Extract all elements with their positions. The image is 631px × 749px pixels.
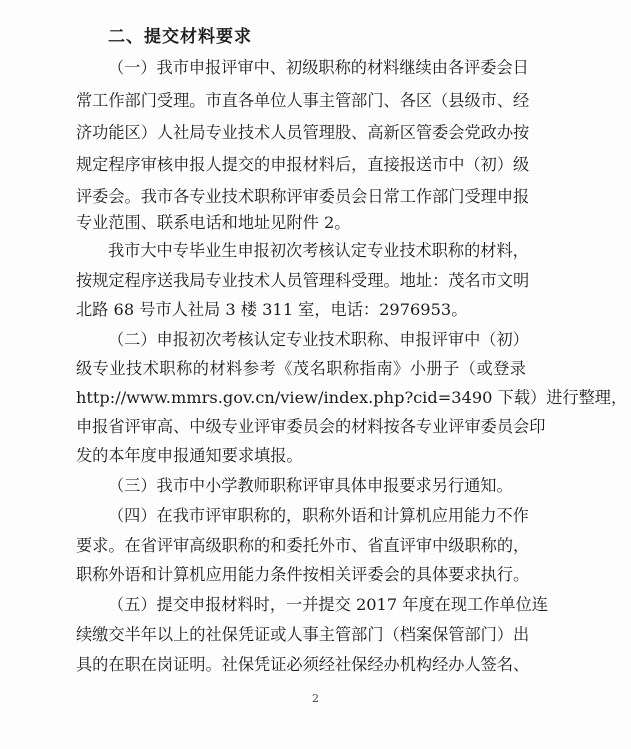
section-heading: 二、提交材料要求 <box>108 27 252 47</box>
paragraph-line: （五）提交申报材料时，一并提交 2017 年度在现工作单位连 <box>108 595 548 614</box>
paragraph-line: 规定程序审核申报人提交的申报材料后，直接报送市中（初）级 <box>76 155 530 174</box>
paragraph-line: （一）我市申报评审中、初级职称的材料继续由各评委会日 <box>108 58 529 77</box>
paragraph-line: 专业范围、联系电话和地址见附件 2。 <box>76 213 351 232</box>
paragraph-line: 申报省评审高、中级专业评审委员会的材料按各专业评审委员会印 <box>76 417 546 436</box>
page-number: 2 <box>312 692 319 705</box>
paragraph-line: 我市大中专毕业生申报初次考核认定专业技术职称的材料， <box>108 241 529 260</box>
paragraph-line: （四）在我市评审职称的，职称外语和计算机应用能力不作 <box>108 506 529 525</box>
paragraph-line: 济功能区）人社局专业技术人员管理股、高新区管委会党政办按 <box>76 123 530 142</box>
paragraph-line: 要求。在省评审高级职称的和委托外市、省直评审中级职称的， <box>76 536 530 555</box>
paragraph-line: 评委会。我市各专业技术职称评审委员会日常工作部门受理申报 <box>76 187 530 206</box>
url-line: http://www.mmrs.gov.cn/view/index.php?cid=3490 下载）进行整理， <box>76 388 628 407</box>
paragraph-line: 发的本年度申报通知要求填报。 <box>76 446 303 465</box>
paragraph-line: 职称外语和计算机应用能力条件按相关评委会的具体要求执行。 <box>76 565 530 584</box>
paragraph-line: 按规定程序送我局专业技术人员管理科受理。地址：茂名市文明 <box>76 271 530 290</box>
paragraph-line: 续缴交半年以上的社保凭证或人事主管部门（档案保管部门）出 <box>76 625 530 644</box>
paragraph-line: （三）我市中小学教师职称评审具体申报要求另行通知。 <box>108 476 513 495</box>
paragraph-line: 常工作部门受理。市直各单位人事主管部门、各区（县级市、经 <box>76 91 530 110</box>
paragraph-line: 级专业技术职称的材料参考《茂名职称指南》小册子（或登录 <box>76 359 526 378</box>
paragraph-line: 具的在职在岗证明。社保凭证必须经社保经办机构经办人签名、 <box>76 655 530 674</box>
paragraph-line: （二）申报初次考核认定专业技术职称、申报评审中（初） <box>108 330 529 349</box>
paragraph-line: 北路 68 号市人社局 3 楼 311 室，电话：2976953。 <box>76 300 468 319</box>
